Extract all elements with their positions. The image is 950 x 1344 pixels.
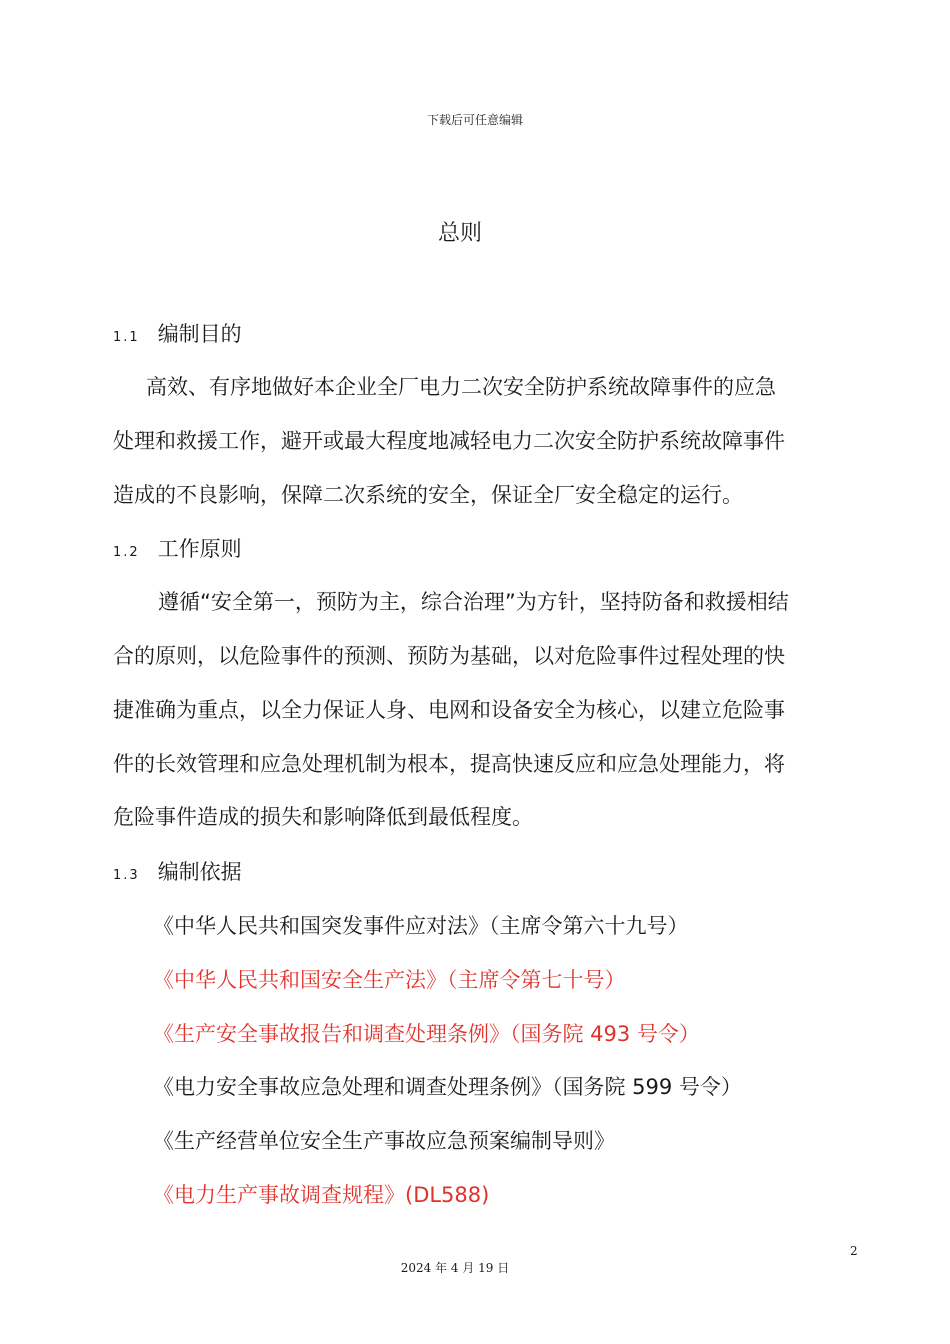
page-title: 总则 — [437, 221, 482, 246]
paragraph-line: 捷准确为重点，以全力保证人身、电网和设备安全为核心，以建立危险事 — [113, 698, 785, 722]
reference-item: 《生产经营单位安全生产事故应急预案编制导则》 — [153, 1129, 615, 1153]
reference-item-highlighted: 《电力生产事故调查规程》(DL588) — [153, 1183, 490, 1207]
section-number: 1.1 — [113, 330, 140, 345]
paragraph-line: 造成的不良影响，保障二次系统的安全，保证全厂安全稳定的运行。 — [113, 483, 743, 507]
paragraph-line: 处理和救援工作，避开或最大程度地减轻电力二次安全防护系统故障事件 — [113, 429, 785, 453]
paragraph-line: 危险事件造成的损失和影响降低到最低程度。 — [113, 805, 533, 829]
page-number: 2 — [850, 1244, 858, 1258]
section-heading-1-2 — [113, 533, 242, 563]
reference-item: 《电力安全事故应急处理和调查处理条例》（国务院 599 号令） — [153, 1075, 742, 1099]
section-title: 编制目的 — [157, 322, 242, 346]
paragraph-line: 高效、有序地做好本企业全厂电力二次安全防护系统故障事件的应急 — [146, 375, 776, 399]
header-note: 下载后可任意编辑 — [426, 113, 523, 127]
paragraph-line: 遵循“安全第一，预防为主，综合治理”为方针，坚持防备和救援相结 — [158, 590, 789, 614]
section-heading-1-3 — [113, 856, 242, 886]
section-title: 编制依据 — [157, 860, 242, 884]
paragraph-line: 件的长效管理和应急处理机制为根本，提高快速反应和应急处理能力，将 — [113, 752, 785, 776]
footer-date: 2024 年 4 月 19 日 — [400, 1261, 510, 1275]
reference-item: 《中华人民共和国突发事件应对法》（主席令第六十九号） — [153, 914, 689, 938]
section-number: 1.3 — [113, 868, 140, 883]
paragraph-line: 合的原则，以危险事件的预测、预防为基础，以对危险事件过程处理的快 — [113, 644, 785, 668]
section-number: 1.2 — [113, 545, 140, 560]
reference-item-highlighted: 《生产安全事故报告和调查处理条例》（国务院 493 号令） — [153, 1022, 700, 1046]
section-title: 工作原则 — [157, 537, 242, 561]
reference-item-highlighted: 《中华人民共和国安全生产法》（主席令第七十号） — [153, 968, 626, 992]
section-heading-1-1 — [113, 318, 242, 348]
